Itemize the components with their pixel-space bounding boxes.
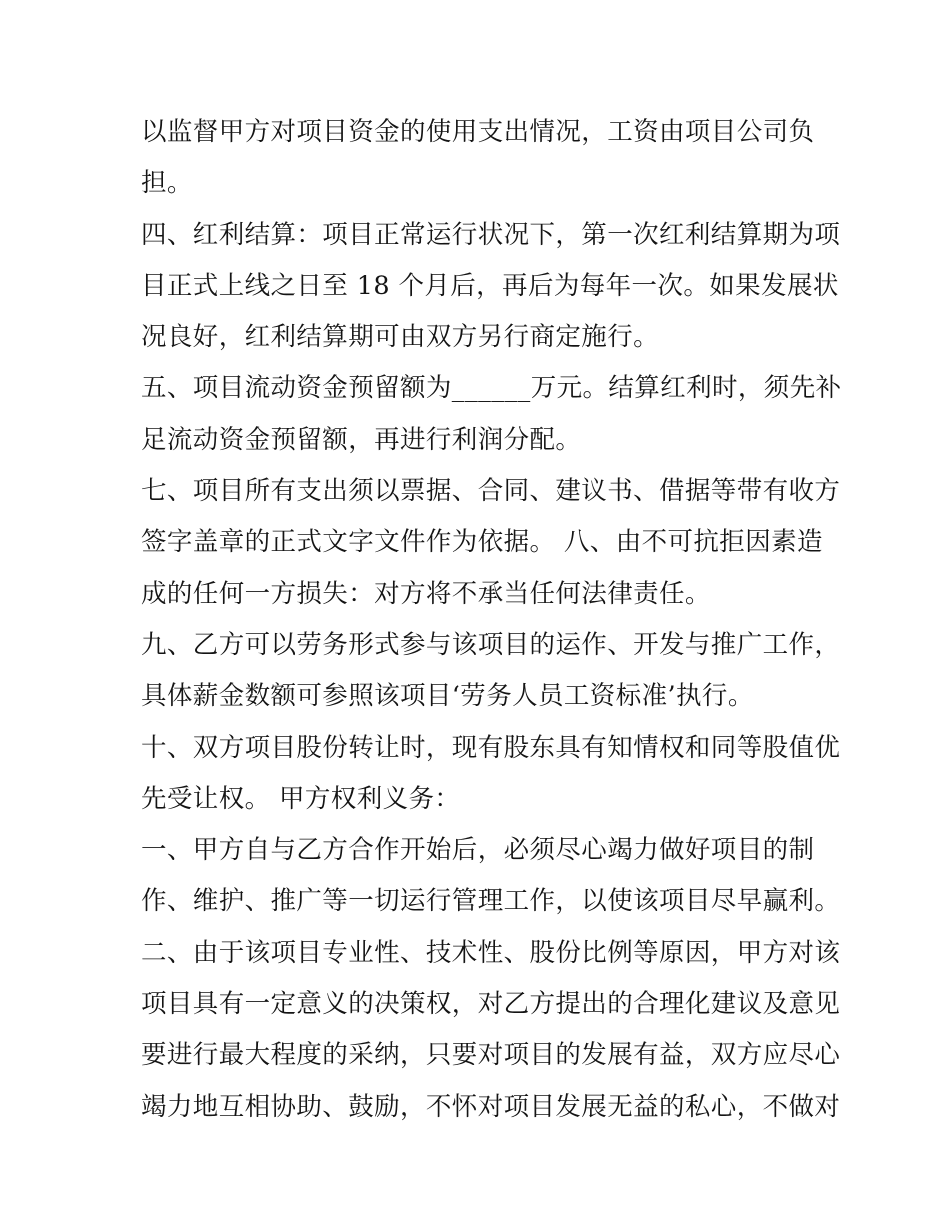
text-line: 项目具有一定意义的决策权，对乙方提出的合理化建议及意见 <box>141 989 841 1020</box>
document-body <box>141 107 842 1133</box>
text-line: 足流动资金预留额，再进行利润分配。 <box>141 424 582 455</box>
text-line: 目正式上线之日至 18 个月后，再后为每年一次。如果发展状 <box>141 270 839 301</box>
text-line: 九、乙方可以劳务形式参与该项目的运作、开发与推广工作， <box>141 629 841 660</box>
text-line: 要进行最大程度的采纳，只要对项目的发展有益，双方应尽心 <box>141 1040 841 1071</box>
text-line: 一、甲方自与乙方合作开始后，必须尽心竭力做好项目的制 <box>141 835 815 866</box>
text-line: 作、维护、推广等一切运行管理工作，以使该项目尽早赢利。 <box>141 886 841 917</box>
text-line: 七、项目所有支出须以票据、合同、建议书、借据等带有收方 <box>141 476 841 507</box>
text-line: 五、项目流动资金预留额为______万元。结算红利时，须先补 <box>141 373 842 404</box>
text-line: 担。 <box>141 168 193 199</box>
text-line: 二、由于该项目专业性、技术性、股份比例等原因，甲方对该 <box>141 937 841 968</box>
text-line: 成的任何一方损失：对方将不承当任何法律责任。 <box>141 578 711 609</box>
text-line: 十、双方项目股份转让时，现有股东具有知情权和同等股值优 <box>141 732 841 763</box>
text-line: 竭力地互相协助、鼓励，不怀对项目发展无益的私心，不做对 <box>141 1091 841 1122</box>
text-line: 签字盖章的正式文字文件作为依据。 八、由不可抗拒因素造 <box>141 527 823 558</box>
text-line: 先受让权。 甲方权利义务： <box>141 783 461 814</box>
text-line: 四、红利结算：项目正常运行状况下，第一次红利结算期为项 <box>141 219 841 250</box>
text-line: 况良好，红利结算期可由双方另行商定施行。 <box>141 322 660 353</box>
text-line: 以监督甲方对项目资金的使用支出情况，工资由项目公司负 <box>141 117 815 147</box>
text-line: 具体薪金数额可参照该项目‘劳务人员工资标准’执行。 <box>141 681 754 712</box>
